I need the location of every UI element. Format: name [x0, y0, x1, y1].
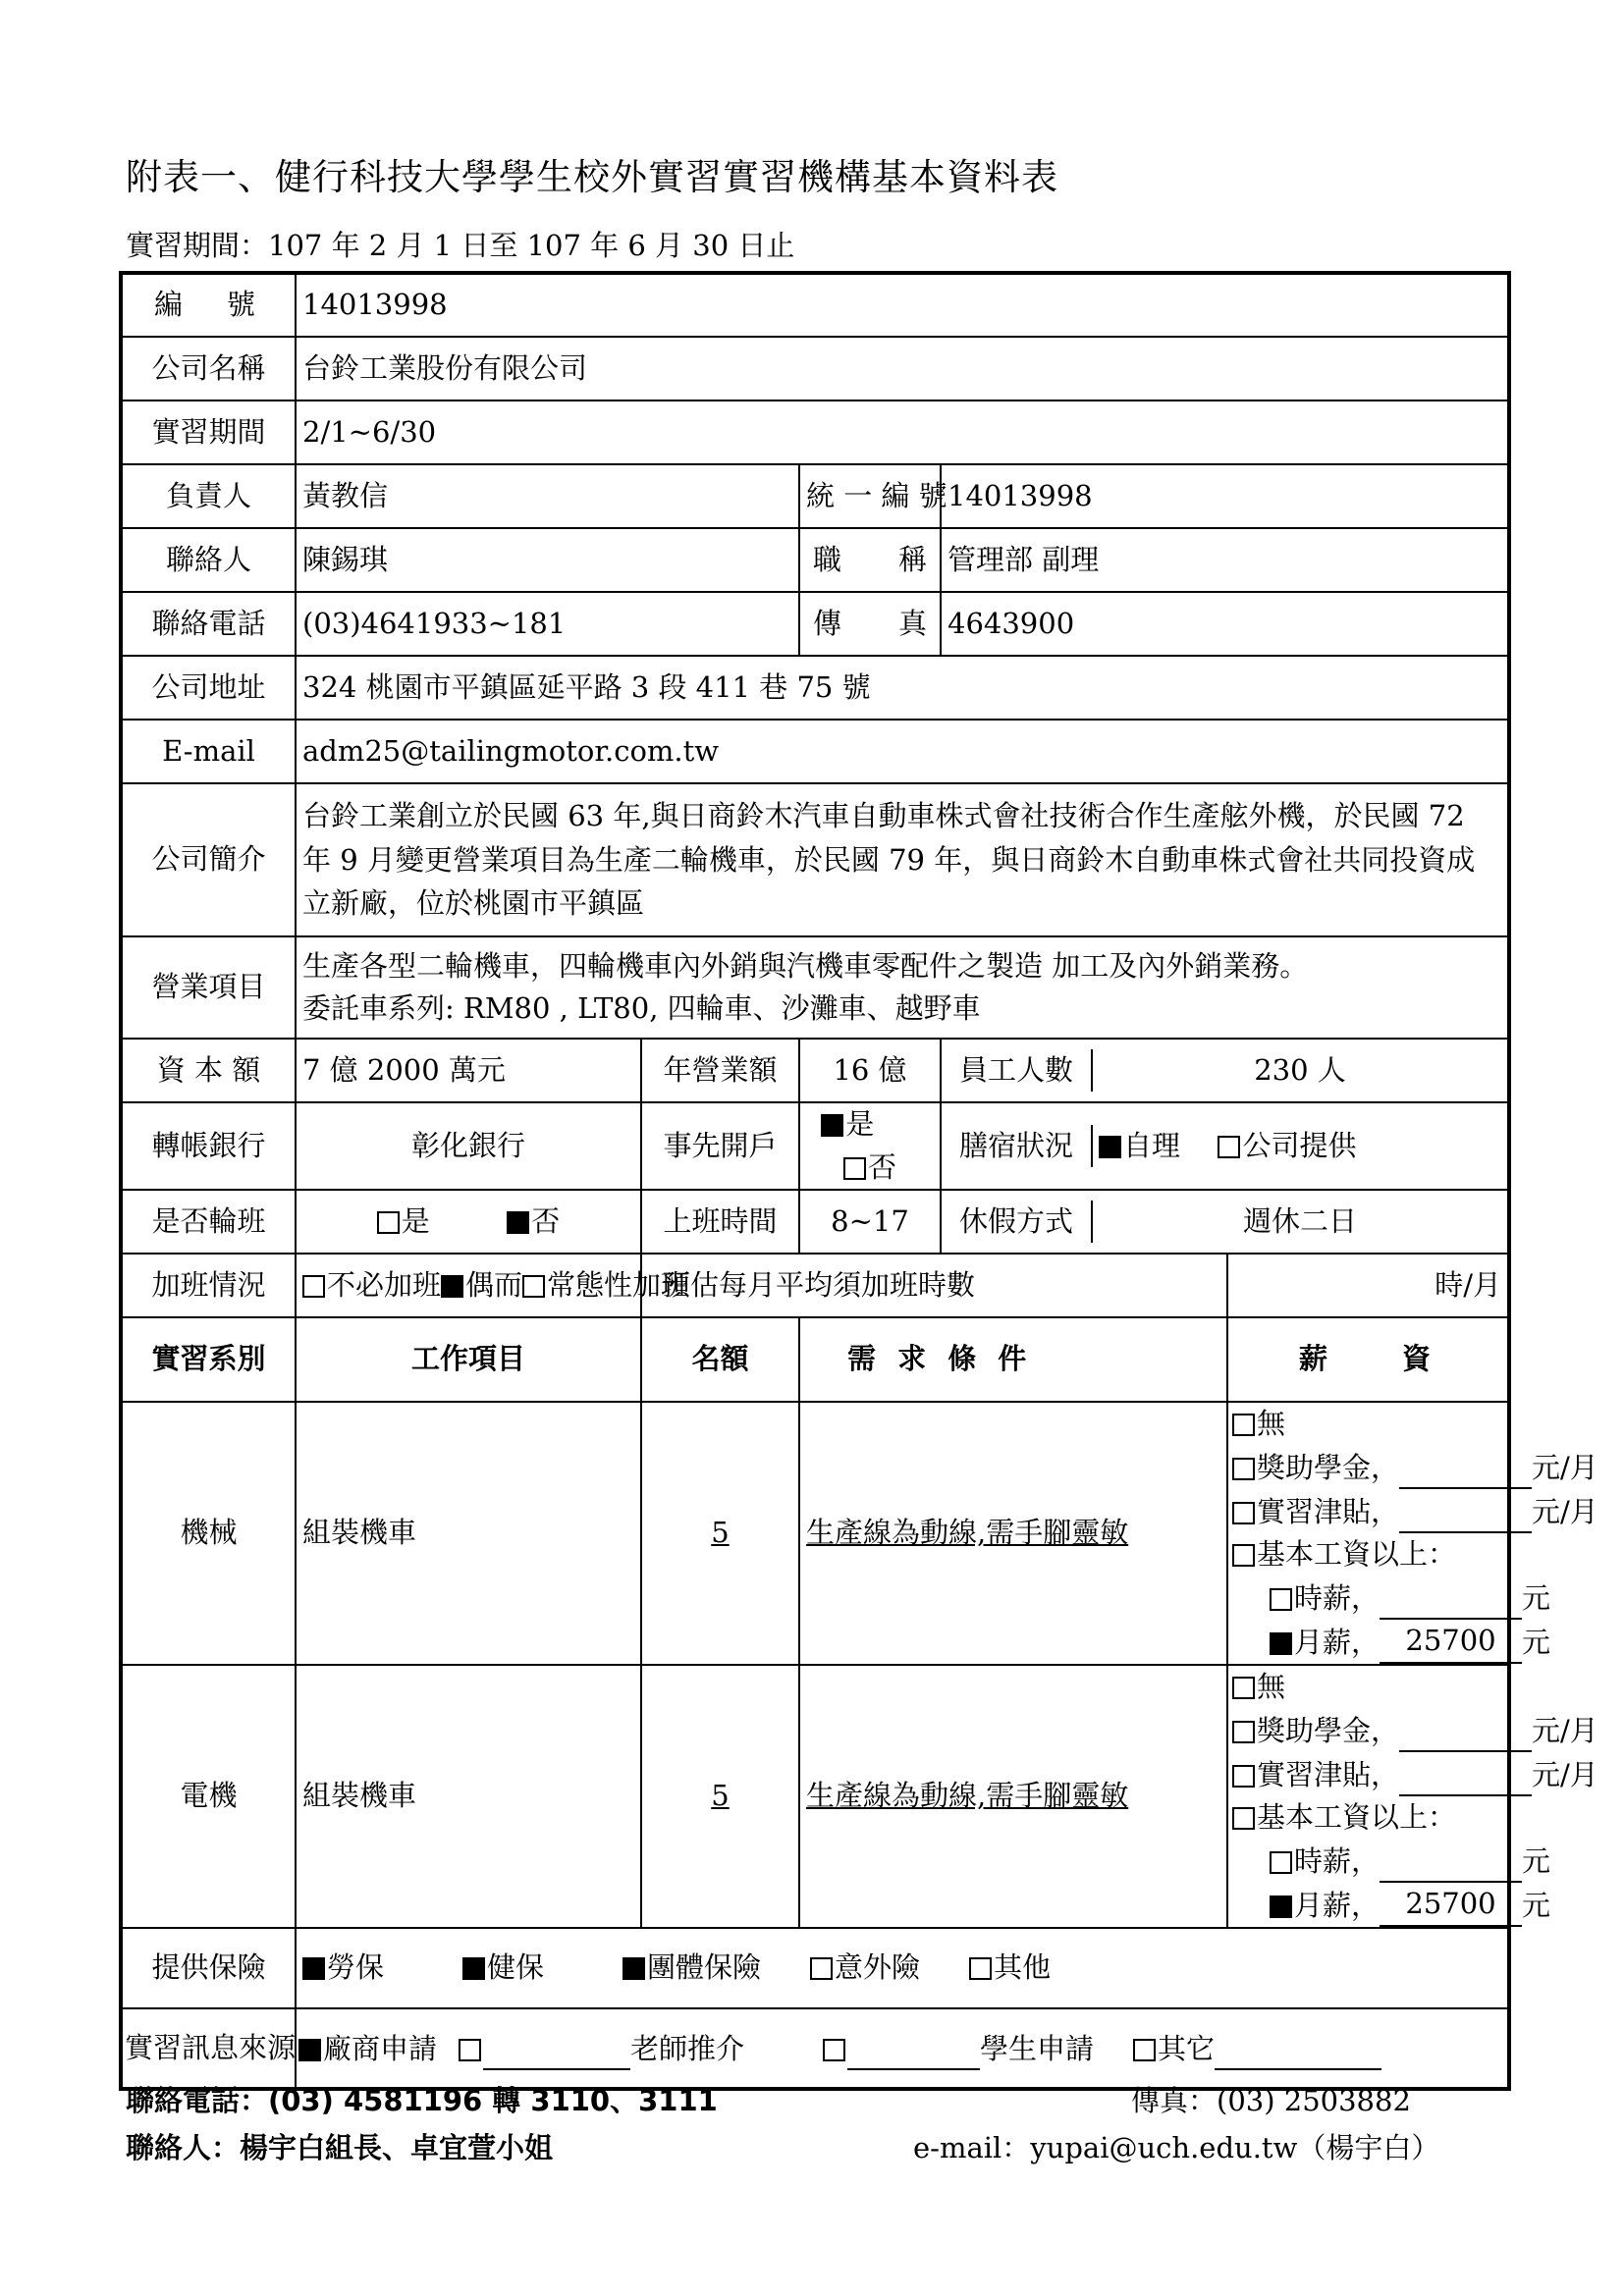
- capital-value: 7 億 2000 萬元: [296, 1039, 641, 1102]
- insurance-group-checkbox[interactable]: [623, 1957, 645, 1980]
- jobs-header-salary: 薪 資: [1227, 1317, 1509, 1402]
- overtime-regular-checkbox[interactable]: [522, 1275, 545, 1298]
- id-value: 14013998: [296, 273, 1509, 337]
- lodging-self-checkbox[interactable]: [1099, 1136, 1121, 1158]
- fax-value: 4643900: [941, 592, 1509, 656]
- job-title-value: 管理部 副理: [941, 528, 1509, 592]
- business-label: 營業項目: [121, 936, 296, 1039]
- source-other-checkbox[interactable]: [1133, 2039, 1156, 2061]
- footer-contact: 聯絡人：楊宇白組長、卓宜萱小姐: [126, 2131, 554, 2164]
- job-salary-options: 無 獎助學金， 元/月 實習津貼， 元/月 基本工資以上： 時薪， 元 月薪， 25700 元: [1227, 1402, 1509, 1665]
- lodging-company-checkbox[interactable]: [1218, 1136, 1240, 1158]
- intro-label: 公司簡介: [121, 783, 296, 936]
- tax-id-value: 14013998: [941, 464, 1509, 528]
- address-value: 324 桃園市平鎮區延平路 3 段 411 巷 75 號: [296, 656, 1509, 720]
- bank-value: 彰化銀行: [296, 1102, 641, 1190]
- source-student-checkbox[interactable]: [823, 2039, 845, 2061]
- lodging-cell: [941, 1102, 1509, 1190]
- jobs-header-quota: 名額: [641, 1317, 799, 1402]
- company-name-value: 台鈴工業股份有限公司: [296, 337, 1509, 400]
- hours-label: 上班時間: [641, 1190, 799, 1254]
- salary-scholarship-checkbox[interactable]: [1232, 1458, 1255, 1480]
- job-dept: 電機: [121, 1665, 296, 1928]
- shift-no-checkbox[interactable]: [507, 1211, 529, 1234]
- jobs-header-work: 工作項目: [296, 1317, 641, 1402]
- job-row: [121, 1665, 1509, 1928]
- salary-none-checkbox[interactable]: [1232, 1677, 1255, 1699]
- job-dept: 機械: [121, 1402, 296, 1665]
- account-no-checkbox[interactable]: [843, 1157, 866, 1180]
- job-work: 組裝機車: [296, 1665, 641, 1928]
- source-options: 廠商申請 老師推介 學生申請 其它: [296, 2008, 1509, 2089]
- address-label: 公司地址: [121, 656, 296, 720]
- owner-label: 負責人: [121, 464, 296, 528]
- job-quota: 5: [641, 1402, 799, 1665]
- job-work: 組裝機車: [296, 1402, 641, 1665]
- leave-label: 休假方式: [942, 1201, 1092, 1244]
- jobs-header-dept: 實習系別: [121, 1317, 296, 1402]
- shift-label: 是否輪班: [121, 1190, 296, 1254]
- intro-value: 台鈴工業創立於民國 63 年,與日商鈴木汽車自動車株式會社技術合作生產舷外機，於民國 72 年 9 月變更營業項目為生產二輪機車，於民國 79 年，與日商鈴木自動車株式會社共同投資成立新廠，位於桃園市平鎮區: [296, 783, 1509, 936]
- salary-basic-checkbox[interactable]: [1232, 1807, 1255, 1830]
- leave-cell: [941, 1190, 1509, 1254]
- insurance-accident-checkbox[interactable]: [810, 1957, 833, 1980]
- salary-basic-checkbox[interactable]: [1232, 1544, 1255, 1567]
- account-label: 事先開戶: [641, 1102, 799, 1190]
- salary-monthly-checkbox[interactable]: [1270, 1896, 1292, 1918]
- internship-period-line: 實習期間：107 年 2 月 1 日至 107 年 6 月 30 日止: [126, 229, 795, 262]
- overtime-label: 加班情況: [121, 1254, 296, 1317]
- salary-allowance-checkbox[interactable]: [1232, 1502, 1255, 1524]
- owner-value: 黃教信: [296, 464, 799, 528]
- capital-label: 資 本 額: [121, 1039, 296, 1102]
- company-info-table: [119, 271, 1598, 2091]
- jobs-header-requirements: 需 求 條 件: [799, 1317, 1227, 1402]
- period-label: 實習期間: [121, 400, 296, 464]
- job-row: [121, 1402, 1509, 1665]
- job-title-label: 職 稱: [799, 528, 941, 592]
- phone-value: (03)4641933~181: [296, 592, 799, 656]
- source-teacher-checkbox[interactable]: [459, 2039, 481, 2061]
- footer-email: e-mail：yupai@uch.edu.tw（楊宇白）: [913, 2131, 1440, 2164]
- salary-scholarship-checkbox[interactable]: [1232, 1721, 1255, 1743]
- overtime-estimate-value: 時/月: [1227, 1254, 1509, 1317]
- overtime-none-checkbox[interactable]: [302, 1275, 325, 1298]
- salary-monthly-checkbox[interactable]: [1270, 1632, 1292, 1655]
- insurance-options: 勞保 健保 團體保險 意外險 其他: [296, 1928, 1509, 2008]
- company-name-label: 公司名稱: [121, 337, 296, 400]
- footer-phone: 聯絡電話：(03) 4581196 轉 3110、3111: [126, 2084, 718, 2117]
- contact-label: 聯絡人: [121, 528, 296, 592]
- salary-hourly-checkbox[interactable]: [1270, 1851, 1292, 1874]
- business-value: [296, 936, 1509, 1039]
- business-line-2: 委託車系列: RM80 , LT80, 四輪車、沙灘車、越野車: [302, 991, 981, 1025]
- revenue-label: 年營業額: [641, 1039, 799, 1102]
- phone-label: 聯絡電話: [121, 592, 296, 656]
- business-line-1: 生產各型二輪機車，四輪機車內外銷與汽機車零配件之製造 加工及內外銷業務。: [302, 948, 1309, 983]
- footer-fax: 傳真：(03) 2503882: [1131, 2084, 1411, 2117]
- job-requirements: 生產線為動線,需手腳靈敏: [799, 1402, 1227, 1665]
- shift-yes-checkbox[interactable]: [377, 1211, 400, 1234]
- salary-none-checkbox[interactable]: [1232, 1414, 1255, 1436]
- period-value: 2/1~6/30: [296, 400, 1509, 464]
- revenue-value: 16 億: [799, 1039, 941, 1102]
- account-yes-checkbox[interactable]: [821, 1114, 843, 1137]
- page-title: 附表一、健行科技大學學生校外實習實習機構基本資料表: [126, 156, 1058, 198]
- job-quota: 5: [641, 1665, 799, 1928]
- lodging-label: 膳宿狀況: [942, 1125, 1092, 1168]
- overtime-estimate-label: 預估每月平均須加班時數: [641, 1254, 1227, 1317]
- id-label: 編 號: [121, 273, 296, 337]
- fax-label: 傳 真: [799, 592, 941, 656]
- account-options: 是 否: [799, 1102, 941, 1190]
- salary-hourly-checkbox[interactable]: [1270, 1588, 1292, 1611]
- bank-label: 轉帳銀行: [121, 1102, 296, 1190]
- tax-id-label: 統 一 編 號: [799, 464, 941, 528]
- source-vendor-checkbox[interactable]: [298, 2039, 321, 2061]
- insurance-other-checkbox[interactable]: [969, 1957, 992, 1980]
- insurance-label: 提供保險: [121, 1928, 296, 2008]
- insurance-labor-checkbox[interactable]: [302, 1957, 325, 1980]
- lodging-options: 自理 公司提供: [1092, 1125, 1507, 1168]
- overtime-options: 不必加班 偶而 常態性加班: [296, 1254, 641, 1317]
- shift-options: 是 否: [296, 1190, 641, 1254]
- job-salary-options: 無 獎助學金， 元/月 實習津貼， 元/月 基本工資以上： 時薪， 元 月薪， 25700 元: [1227, 1665, 1509, 1928]
- staff-cell: [941, 1039, 1509, 1102]
- staff-value: 230 人: [1254, 1052, 1346, 1087]
- insurance-health-checkbox[interactable]: [462, 1957, 485, 1980]
- staff-label: 員工人數: [942, 1049, 1092, 1093]
- contact-value: 陳錫琪: [296, 528, 799, 592]
- salary-allowance-checkbox[interactable]: [1232, 1765, 1255, 1788]
- job-requirements: 生產線為動線,需手腳靈敏: [799, 1665, 1227, 1928]
- email-value: adm25@tailingmotor.com.tw: [296, 720, 1509, 783]
- leave-value: 週休二日: [1243, 1203, 1358, 1238]
- overtime-some-checkbox[interactable]: [441, 1275, 463, 1298]
- source-label: 實習訊息來源: [121, 2008, 296, 2089]
- hours-value: 8~17: [799, 1190, 941, 1254]
- email-label: E-mail: [121, 720, 296, 783]
